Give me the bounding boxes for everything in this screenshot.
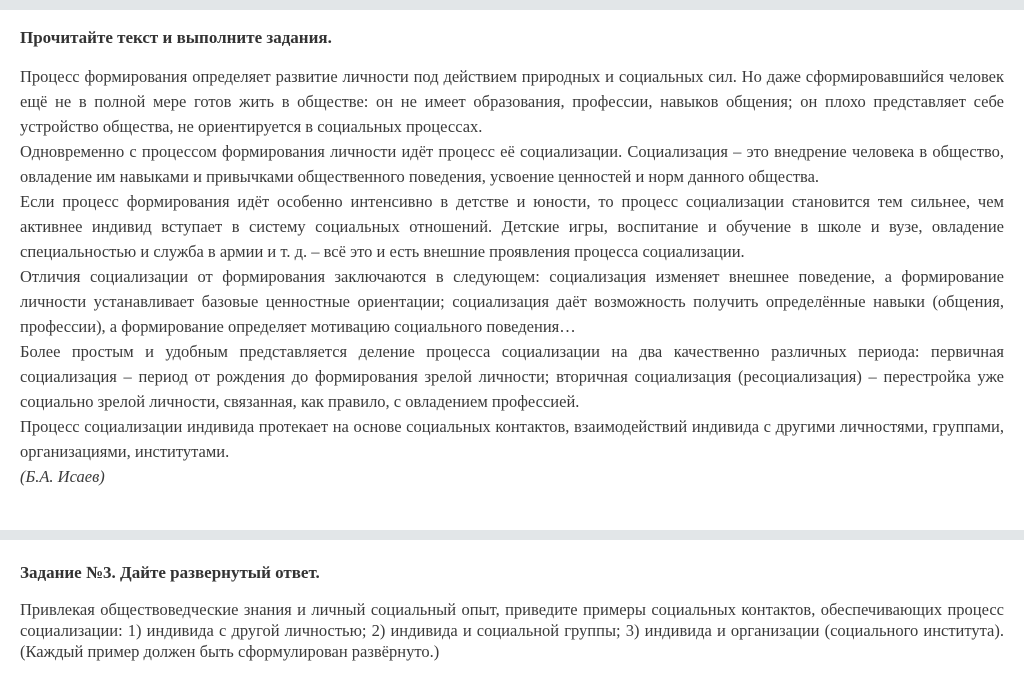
task-text: Привлекая обществоведческие знания и личный социальный опыт, приведите примеры социальных контактов, обеспечивающих процесс социализации: 1) индивида с другой личностью; 2) индивида и социальной группы; 3) индивида и организации (социального института). (Каждый пример должен быть сформулирован развёрнуто.) (20, 600, 1004, 661)
passage-heading: Прочитайте текст и выполните задания. (20, 28, 332, 47)
passage-paragraph-3: Если процесс формирования идёт особенно интенсивно в детстве и юности, то процесс социализации становится тем сильнее, чем активнее индивид вступает в систему социальных отношений. Детские игры, воспитание и обучение в школе и вузе, овладение специальностью и служба в армии и т. д. – всё это и есть внешние проявления процесса социализации. (20, 192, 1004, 261)
section-divider-bar (0, 530, 1024, 540)
task-section (0, 540, 1024, 662)
passage-paragraph-5: Более простым и удобным представляется деление процесса социализации на два качественно различных периода: первичная социализация – период от рождения до формирования зрелой личности; вторичная социализация (ресоциализация) – перестройка уже социально зрелой личности, связанная, как правило, с овладением профессией. (20, 342, 1004, 411)
passage-paragraph-1: Процесс формирования определяет развитие личности под действием природных и социальных сил. Но даже сформировавшийся человек ещё не в полной мере готов жить в обществе: он не имеет образования, профессии, навыков общения; он плохо представляет себе устройство общества, не ориентируется в социальных процессах. (20, 67, 1004, 136)
passage-paragraph-2: Одновременно с процессом формирования личности идёт процесс её социализации. Социализация – это внедрение человека в общество, овладение им навыками и привычками общественного поведения, усвоение ценностей и норм данного общества. (20, 142, 1004, 186)
top-divider-bar (0, 0, 1024, 10)
passage-paragraph-4: Отличия социализации от формирования заключаются в следующем: социализация изменяет внешнее поведение, а формирование личности устанавливает базовые ценностные ориентации; социализация даёт возможность получить определённые навыки (общения, профессии), а формирование определяет мотивацию социального поведения… (20, 267, 1004, 336)
task-heading: Задание №3. Дайте развернутый ответ. (20, 563, 320, 582)
passage-paragraph-6: Процесс социализации индивида протекает на основе социальных контактов, взаимодействий индивида с другими личностями, группами, организациями, институтами. (20, 417, 1004, 461)
passage-author: (Б.А. Исаев) (20, 467, 105, 486)
reading-passage (0, 10, 1024, 489)
